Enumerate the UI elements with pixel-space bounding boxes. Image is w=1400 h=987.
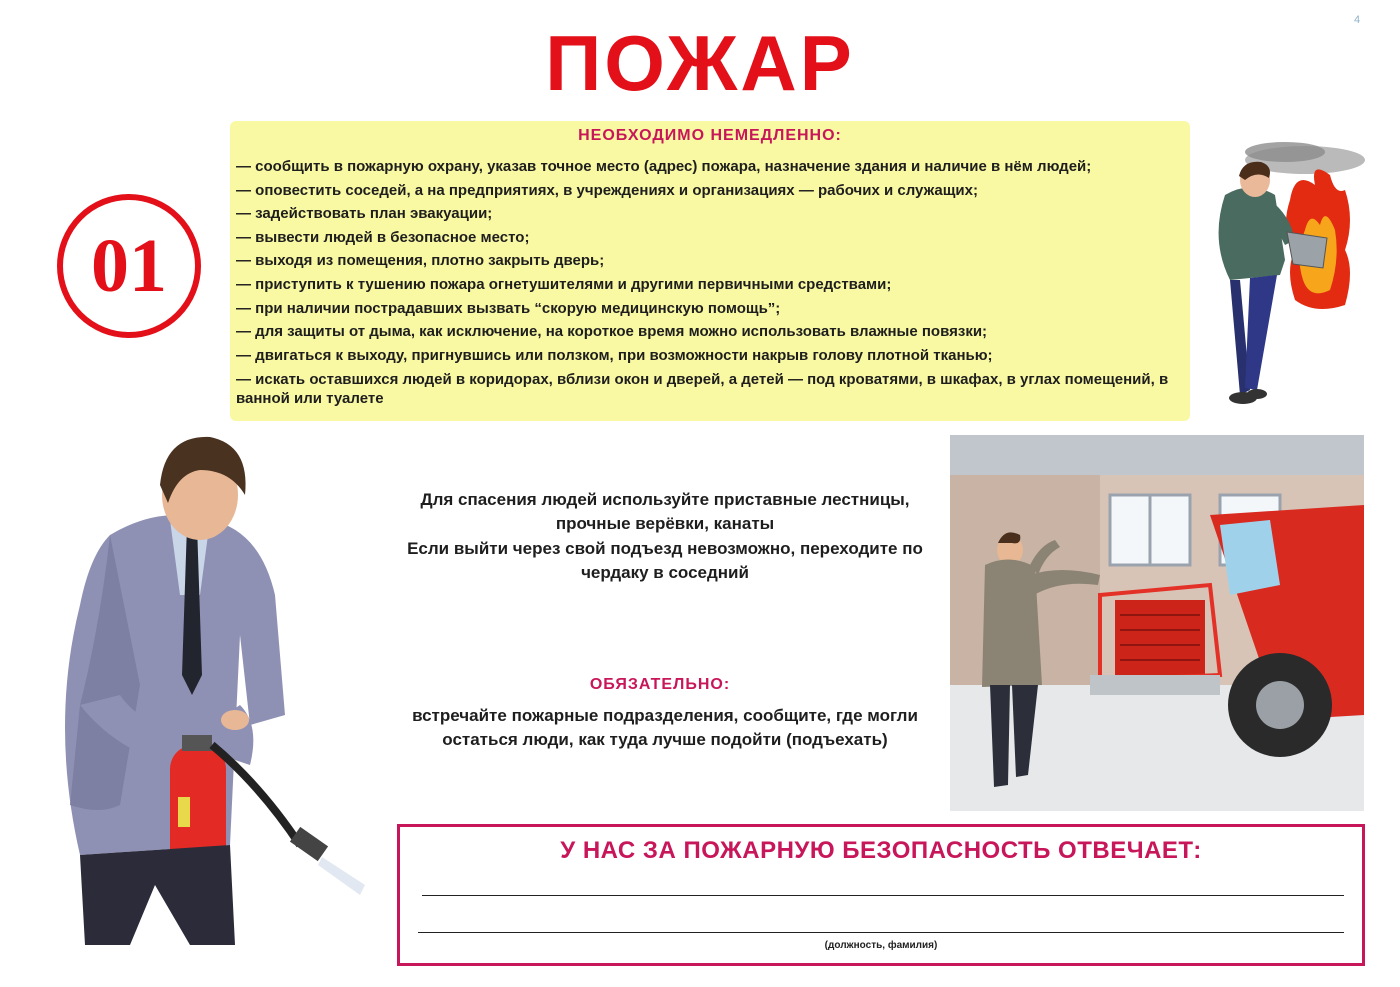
fill-in-line-1	[422, 895, 1344, 896]
immediate-actions-list	[236, 155, 1186, 408]
emergency-number: 01	[91, 224, 167, 308]
list-item: — вывести людей в безопасное место;	[236, 228, 530, 246]
list-item: — для защиты от дыма, как исключение, на короткое время можно использовать влажные повязки;	[236, 323, 988, 341]
list-item: — выходя из помещения, плотно закрыть дверь;	[236, 252, 605, 270]
list-item: — сообщить в пожарную охрану, указав точное место (адрес) пожара, назначение здания и наличие в нём людей;	[236, 158, 1092, 175]
list-item: — двигаться к выходу, пригнувшись или ползком, при возможности накрыв голову плотной тканью;	[236, 346, 993, 364]
emergency-number-badge	[57, 194, 201, 338]
mandatory-text: встречайте пожарные подразделения, сообщите, где могли остаться люди, как туда лучше подойти (подъехать)	[412, 706, 918, 749]
responsible-person-box	[397, 824, 1365, 966]
page-number: 4	[1354, 14, 1361, 26]
immediate-actions-panel	[230, 121, 1190, 421]
responsible-caption: (должность, фамилия)	[824, 940, 938, 951]
list-item: — задействовать план эвакуации;	[236, 205, 493, 223]
immediate-actions-heading: НЕОБХОДИМО НЕМЕДЛЕННО:	[578, 127, 842, 144]
fill-in-line-2	[418, 932, 1344, 933]
man-with-extinguisher-illustration	[60, 425, 370, 965]
fire-truck-scene-illustration	[950, 435, 1364, 811]
responsible-title: У НАС ЗА ПОЖАРНУЮ БЕЗОПАСНОСТЬ ОТВЕЧАЕТ:	[560, 837, 1202, 864]
rescue-instruction-2: Если выйти через свой подъезд невозможно, переходите по чердаку в соседний	[407, 539, 923, 582]
mandatory-heading: ОБЯЗАТЕЛЬНО:	[589, 676, 731, 693]
page-title: ПОЖАР	[545, 19, 855, 107]
list-item: — при наличии пострадавших вызвать “скорую медицинскую помощь”;	[236, 299, 781, 317]
list-item: — искать оставшихся людей в коридорах, вблизи окон и дверей, а детей — под кроватями, в шкафах, в углах помещений, в ванной или туалете	[236, 371, 1169, 408]
list-item: — оповестить соседей, а на предприятиях, в учреждениях и организациях — рабочих и служащих;	[236, 181, 978, 199]
rescue-instruction-1: Для спасения людей используйте приставные лестницы, прочные верёвки, канаты	[420, 490, 910, 533]
man-extinguishing-fire-illustration	[1195, 140, 1370, 410]
list-item: — приступить к тушению пожара огнетушителями и другими первичными средствами;	[236, 275, 892, 293]
